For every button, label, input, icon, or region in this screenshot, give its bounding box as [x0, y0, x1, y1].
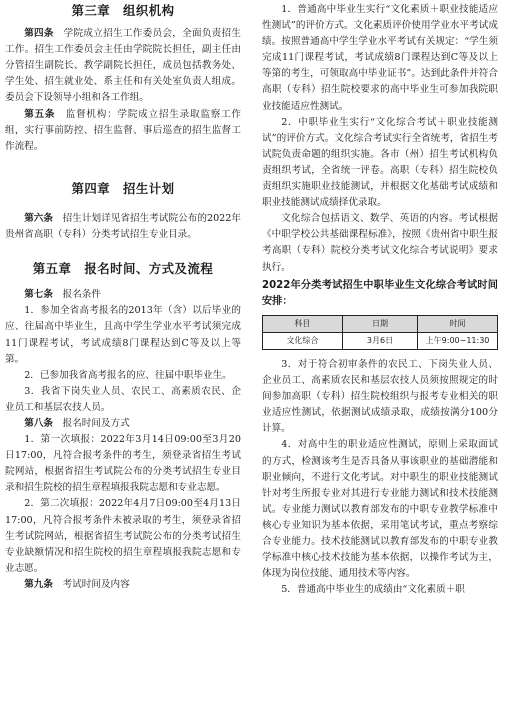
condition-3: 3．我省下岗失业人员、农民工、高素质农民、企业员工和基层农技人员。 — [5, 385, 241, 413]
article-7 — [5, 287, 241, 303]
article-7-label: 第七条 — [24, 289, 53, 301]
article-5-label: 第五条 — [24, 108, 56, 120]
left-column — [5, 2, 241, 593]
article-6-text: 招生计划详见省招生考试院公布的2022年贵州省高职（专科）分类考试招生专业目录。 — [5, 212, 241, 241]
article-8-text: 报名时间及方式 — [62, 417, 130, 429]
article-4 — [5, 26, 241, 106]
table-cell-time: 上午9:00−11:30 — [418, 332, 498, 349]
chapter-5-title: 第五章 报名时间、方式及流程 — [32, 261, 214, 277]
exam-item-4: 4．对高中生的职业适应性测试，原则上采取面试的方式，检测该考生是否具备从事该职业的基础潜能和职业倾向，不进行文化考试。对中职生的职业技能测试针对考生所报专业对其进行专业能力测试和技术技能测试。专业能力测试以教育部发布的中职专业教学标准中核心专业知识为基本依据，采用笔试考试，重点考察综合专业能力。技术技能测试以教育部发布的中职专业教学标准中核心技术技能为基本依据，以操作考试为主，体现为岗位技能、通用技术等内容。 — [262, 439, 498, 580]
article-7-text: 报名条件 — [62, 289, 101, 301]
fill-period-2: 2．第二次填报：2022年4月7日09:00至4月13日17:00，凡符合报考条件未被录取的考生，须登录省招生考试院网站，根据省招生考试院公布的分类考试招生专业缺额情况和招生院校的招生章程填报我院志愿和专业志愿。 — [5, 498, 241, 574]
table-header-row — [263, 315, 498, 332]
article-6-label: 第六条 — [24, 212, 54, 224]
table-header-subject: 科目 — [263, 315, 343, 332]
article-8-label: 第八条 — [24, 417, 53, 429]
fill-period-1: 1．第一次填报：2022年3月14日09:00至3月20日17:00，凡符合报考条件的考生，须登录省招生考试院网站，根据省招生考试院公布的分类考试招生专业目录和招生院校的招生章程填报我院志愿和专业志愿。 — [5, 434, 241, 494]
chapter-3-title: 第三章 组织机构 — [71, 3, 175, 18]
article-4-label: 第四条 — [24, 28, 54, 40]
exam-item-2: 2．中职毕业生实行“文化综合考试＋职业技能测试”的评价方式。文化综合考试实行全省统考，省招生考试院负责命题的组织实施。各市（州）招生考试机构负责组织考试，全省统一评卷。高职（专科）招生院校负责组织实施职业技能测试，并根据文化基础考试成绩和职业技能测试成绩择优录取。 — [262, 116, 498, 209]
exam-item-5: 5．普通高中毕业生的成绩由“文化素质＋职 — [281, 584, 465, 596]
article-9-label: 第九条 — [24, 578, 53, 590]
table-header-time: 时间 — [418, 315, 498, 332]
article-5-text: 监督机构：学院成立招生录取监察工作组，实行事前防控、招生监督、事后巡查的招生监督工作流程。 — [5, 108, 242, 152]
table-row — [263, 332, 498, 349]
exam-schedule-table — [262, 315, 498, 350]
exam-item-3: 3．对于符合初审条件的农民工、下岗失业人员、企业员工、高素质农民和基层农技人员须按照规定的时间参加高职（专科）招生院校组织与报考专业相关的职业适应性测试，依据测试成绩录取，成绩按满分100分计算。 — [262, 358, 498, 435]
table-cell-subject: 文化综合 — [263, 332, 343, 349]
condition-1: 1．参加全省高考报名的2013年（含）以后毕业的应、往届高中毕业生，且高中学生学业水平考试须完成11门课程考试，考试成绩8门课程达到C等及以上等第。 — [5, 305, 241, 365]
condition-2: 2．已参加我省高考报名的应、往届中职毕业生。 — [24, 369, 232, 381]
chapter-4-title: 第四章 招生计划 — [71, 180, 175, 196]
right-column — [262, 2, 498, 598]
table-cell-date: 3月6日 — [342, 332, 417, 349]
table-header-date: 日期 — [342, 315, 417, 332]
exam-content-paragraph: 文化综合包括语文、数学、英语的内容。考试根据《中职学校公共基础课程标准》，按照《贵州省中职生报考高职（专科）院校分类考试文化综合考试说明》要求执行。 — [262, 213, 498, 273]
schedule-table-title: 2022年分类考试招生中职毕业生文化综合考试时间安排： — [262, 279, 498, 307]
exam-item-1: 1．普通高中毕业生实行“文化素质＋职业技能适应性测试”的评价方式。文化素质评价使用学业水平考试成绩。按照普通高中学生学业水平考试有关规定：“学生须完成11门课程考试，考试成绩8门课程达到C等及以上等第的考生，可领取高中毕业证书”。达到此条件并符合高职（专科）招生院校要求的高中毕业生可参加我院职业技能适应性测试。 — [262, 4, 498, 112]
article-8 — [5, 416, 241, 432]
article-5 — [5, 107, 241, 155]
article-9 — [5, 577, 241, 593]
article-4-text: 学院成立招生工作委员会，全面负责招生工作。招生工作委员会主任由学院院长担任，副主任由分管招生副院长、教学副院长担任，成员包括教务处、学生处、招生就业处、系主任和有关处室负责人组成。委员会下设领导小组和各工作组。 — [5, 28, 242, 104]
article-6 — [5, 211, 241, 243]
article-9-text: 考试时间及内容 — [62, 578, 130, 590]
